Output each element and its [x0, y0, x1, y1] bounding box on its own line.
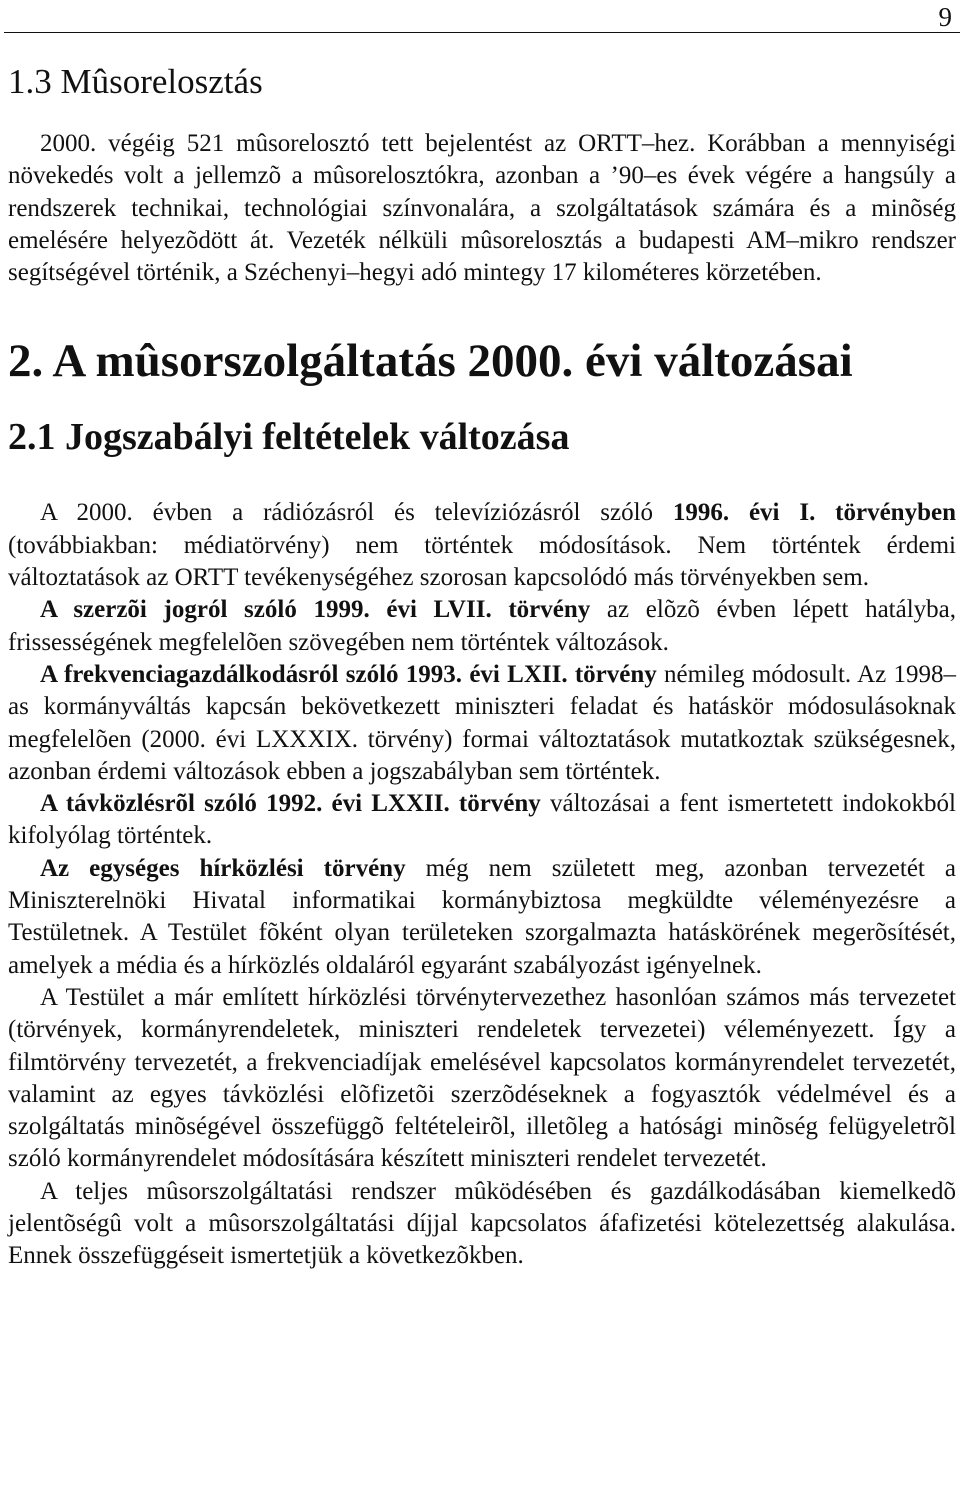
section-1-3-paragraph: 2000. végéig 521 mûsorelosztó tett bejelentést az ORTT–hez. Korábban a mennyiségi növekedés volt a jellemzõ a mûsorelosztókra, azonban a ’90–es évek végére a hangsúly a rendszerek technikai, technológiai színvonalára, a szolgáltatások számára és a minõség emelésére helyezõdött át. Vezeték nélküli mûsorelosztás a budapesti AM–mikro rendszer segítségével történik, a Széchenyi–hegyi adó mintegy 17 kilométeres körzetében.	[8, 130, 956, 287]
paragraph-text: (továbbiakban: médiatörvény) nem történtek módosítások. Nem történtek érdemi változtatások az ORTT tevékenységéhez szorosan kapcsolódó más törvényekben sem.	[8, 531, 956, 592]
page-number: 9	[938, 2, 952, 32]
header-rule	[4, 32, 960, 33]
paragraph-media-law	[8, 497, 956, 594]
paragraph-copyright-law	[8, 594, 956, 659]
paragraph-vat-obligation: A teljes mûsorszolgáltatási rendszer mûködésében és gazdálkodásában kiemelkedõ jelentõségû volt a mûsorszolgáltatási díjjal kapcsolatos áfafizetési kötelezettség alakulása. Ennek összefüggéseit ismertetjük a következõkben.	[8, 1177, 956, 1270]
law-reference: 1996. évi I. törvényben	[672, 499, 956, 527]
paragraph-frequency-law	[8, 659, 956, 788]
paragraph-text: még nem született meg, azonban tervezetét a Miniszterelnöki Hivatal informatikai kormánybiztosa megküldte véleményezésre a Testületnek. A Testület fõként olyan területeken szorgalmazta hatáskörének megerõsítését, amelyek a média és a hírközlés oldaláról egyaránt szabályozást igényelnek.	[8, 854, 956, 979]
paragraph-draft-reviews: A Testület a már említett hírközlési törvénytervezethez hasonlóan számos más tervezetet (törvények, kormányrendeletek, miniszteri rendeletek tervezetei) véleményezett. Így a filmtörvény tervezetét, a frekvenciadíjak emelésével kapcsolatos kormányrendelet tervezetét, valamint az egyes távközlési elõfizetõi szerzõdéseknek a fogyasztók védelmével és a szolgáltatás minõségével összefüggõ feltételeirõl, illetõleg a hatósági minõség felügyeletrõl szóló kormányrendelet módosítására készített miniszteri rendelet tervezetét.	[8, 983, 956, 1173]
paragraph-telecom-law	[8, 788, 956, 853]
chapter-2-heading: 2. A mûsorszolgáltatás 2000. évi változásai	[8, 335, 853, 388]
paragraph-text: változásai a fent ismertetett indokokból kifolyólag történtek.	[8, 790, 956, 850]
section-1-3-heading: 1.3 Mûsorelosztás	[8, 62, 263, 101]
section-2-1-heading: 2.1 Jogszabályi feltételek változása	[8, 416, 570, 459]
law-reference: A frekvenciagazdálkodásról szóló 1993. évi LXII. törvény	[40, 660, 657, 688]
paragraph-text: A 2000. évben a rádiózásról és televíziózásról szóló	[40, 499, 673, 527]
paragraph-text: az elõzõ évben lépett hatályba, frissességének megfelelõen szövegében nem történtek változások.	[8, 596, 957, 656]
law-reference: A távközlésrõl szóló 1992. évi LXXII. törvény	[40, 790, 541, 818]
paragraph-text: némileg módosult. Az 1998–as kormányváltás kapcsán bekövetkezett miniszteri feladat és hatáskör módosulásoknak megfelelõen (2000. évi LXXXIX. törvény) formai változtatások mutatkoztak szükségesnek, azonban érdemi változások ebben a jogszabályban sem történtek.	[8, 660, 956, 785]
law-reference: A szerzõi jogról szóló 1999. évi LVII. törvény	[40, 596, 591, 624]
law-reference: Az egységes hírközlési törvény	[40, 854, 406, 882]
page-content	[8, 56, 956, 1273]
paragraph-communications-law	[8, 853, 956, 982]
